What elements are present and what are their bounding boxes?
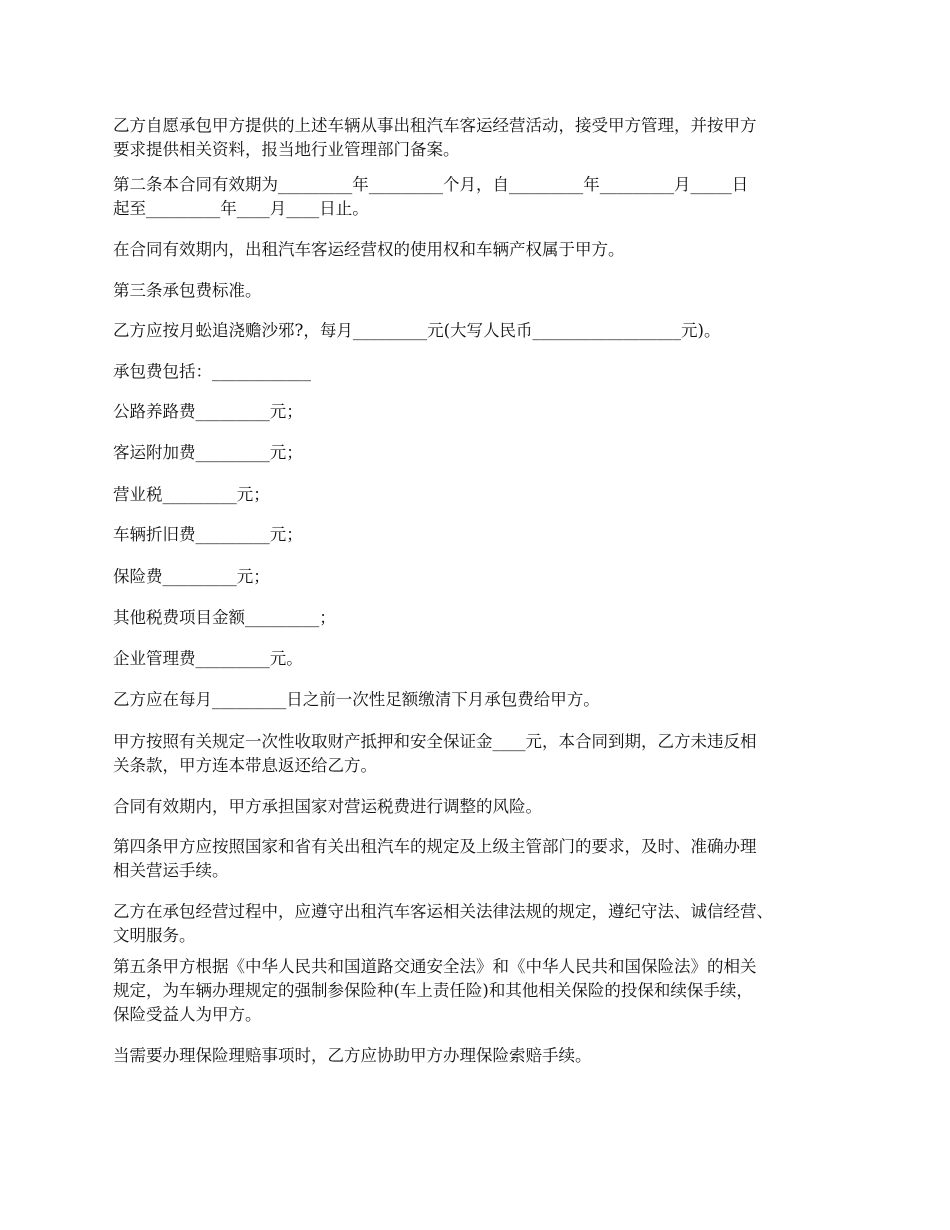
text-line: 承包费包括：____________ <box>113 362 311 381</box>
text-line: 在合同有效期内，出租汽车客运经营权的使用权和车辆产权属于甲方。 <box>113 240 625 259</box>
text-line: 第四条甲方应按照国家和省有关出租汽车的规定及上级主管部门的要求，及时、准确办理 <box>113 837 757 856</box>
text-line: 乙方自愿承包甲方提供的上述车辆从事出租汽车客运经营活动，接受甲方管理，并按甲方 <box>113 116 757 135</box>
text-line: 关条款，甲方连本带息返还给乙方。 <box>113 756 377 775</box>
text-line: 当需要办理保险理赔事项时，乙方应协助甲方办理保险索赔手续。 <box>113 1046 592 1065</box>
text-line: 要求提供相关资料，报当地行业管理部门备案。 <box>113 140 460 159</box>
text-line: 乙方应在每月_________日之前一次性足额缴清下月承包费给甲方。 <box>113 690 600 709</box>
text-line: 客运附加费_________元； <box>113 443 303 462</box>
paragraph-2 <box>113 173 843 221</box>
text-line: 第二条本合同有效期为_________年_________个月，自_________年_________月_____日 <box>113 175 749 194</box>
text-line: 乙方应按月蚣追浇赡沙邪?，每月_________元(大写人民币__________________元)。 <box>113 321 721 340</box>
paragraph-6 <box>113 360 843 384</box>
text-line: 合同有效期内，甲方承担国家对营运税费进行调整的风险。 <box>113 797 542 816</box>
text-line: 保险费_________元； <box>113 567 270 586</box>
text-line: 营业税_________元； <box>113 485 270 504</box>
paragraph-4 <box>113 279 843 303</box>
text-line: 公路养路费_________元； <box>113 402 303 421</box>
paragraph-1 <box>113 114 843 162</box>
text-line: 第三条承包费标准。 <box>113 281 262 300</box>
text-line: 第五条甲方根据《中华人民共和国道路交通安全法》和《中华人民共和国保险法》的相关 <box>113 957 757 976</box>
text-line: 企业管理费_________元。 <box>113 649 303 668</box>
paragraph-3 <box>113 238 843 262</box>
paragraph-17 <box>113 835 843 883</box>
text-line: 乙方在承包经营过程中，应遵守出租汽车客运相关法律法规的规定，遵纪守法、诚信经营、 <box>113 902 773 921</box>
paragraph-12 <box>113 606 843 630</box>
paragraph-5 <box>113 319 843 343</box>
text-line: 起至_________年____月____日止。 <box>113 199 369 218</box>
paragraph-15 <box>113 730 843 778</box>
paragraph-8 <box>113 441 843 465</box>
text-line: 车辆折旧费_________元； <box>113 525 303 544</box>
text-line: 文明服务。 <box>113 926 196 945</box>
text-line: 相关营运手续。 <box>113 861 229 880</box>
paragraph-20 <box>113 1044 843 1068</box>
paragraph-16 <box>113 795 843 819</box>
paragraph-9 <box>113 483 843 507</box>
paragraph-14 <box>113 688 843 712</box>
paragraph-18 <box>113 900 843 948</box>
paragraph-13 <box>113 647 843 671</box>
text-line: 规定，为车辆办理规定的强制参保险种(车上责任险)和其他相关保险的投保和续保手续， <box>113 981 753 1000</box>
text-line: 其他税费项目金额_________； <box>113 608 336 627</box>
paragraph-7 <box>113 400 843 424</box>
paragraph-19 <box>113 955 843 1027</box>
paragraph-11 <box>113 565 843 589</box>
text-line: 甲方按照有关规定一次性收取财产抵押和安全保证金____元，本合同到期，乙方未违反相 <box>113 732 757 751</box>
paragraph-10 <box>113 523 843 547</box>
text-line: 保险受益人为甲方。 <box>113 1005 262 1024</box>
